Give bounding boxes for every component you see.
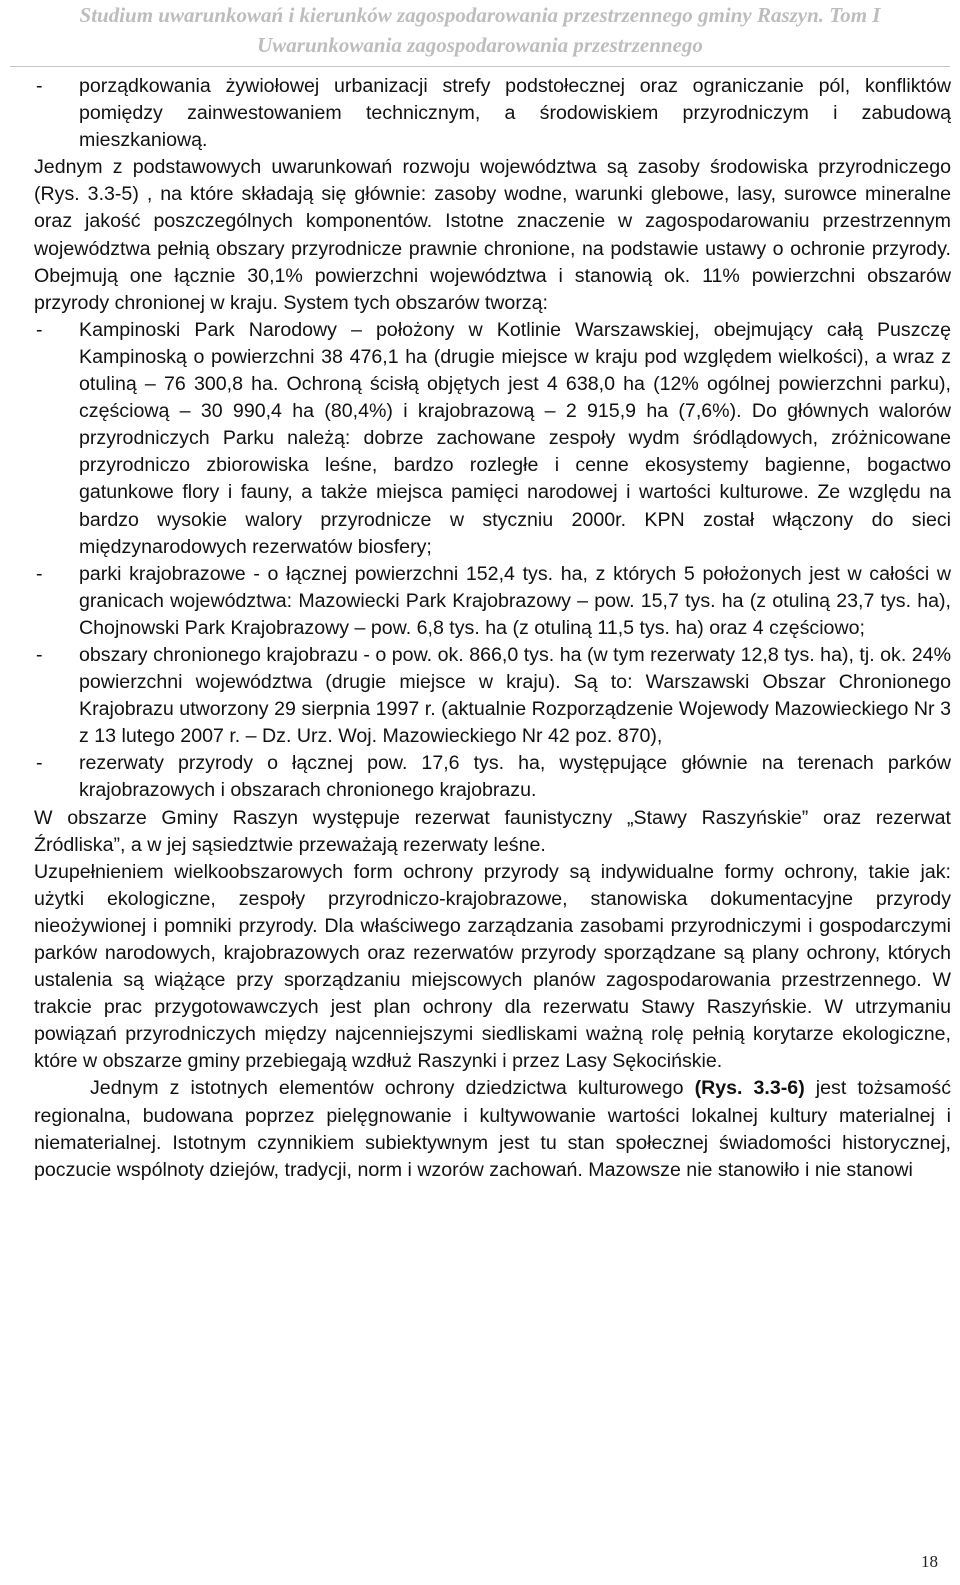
paragraph-text: jest tożsamość regionalna, budowana poprzez pielęgnowanie i kultywowanie wartości lokalnej kultury materialnej i niematerialnej. Istotnym czynnikiem subiektywnym jest tu stan społecznej świadomości historycznej, poczucie wspólnoty dziejów, tradycji, norm i wzorów zachowań. Mazowsze nie stanowiło i nie stanowi xyxy=(34,1077,951,1181)
document-body xyxy=(34,73,951,1184)
paragraph: Jednym z podstawowych uwarunkowań rozwoju województwa są zasoby środowiska przyrodniczego (Rys. 3.3-5) , na które składają się głównie: zasoby wodne, warunki glebowe, lasy, surowce mineralne oraz jakość poszczególnych komponentów. Istotne znaczenie w zagospodarowaniu przestrzennym województwa pełnią obszary przyrodnicze prawnie chronione, na podstawie ustawy o ochronie przyrody. Obejmują one łącznie 30,1% powierzchni województwa i stanowią ok. 11% powierzchni obszarów przyrody chronionej w kraju. System tych obszarów tworzą: xyxy=(34,156,951,314)
running-header xyxy=(0,0,960,60)
list-dash: - xyxy=(36,643,43,666)
paragraph: W obszarze Gminy Raszyn występuje rezerwat faunistyczny „Stawy Raszyńskie” oraz rezerwat Źródliska”, a w jej sąsiedztwie przeważają rezerwaty leśne. xyxy=(34,806,951,856)
paragraph xyxy=(34,1075,951,1183)
header-rule xyxy=(10,66,950,67)
figure-reference: (Rys. 3.3-6) xyxy=(694,1077,805,1100)
list-dash: - xyxy=(36,318,43,341)
page-number: 18 xyxy=(921,1552,938,1571)
list-dash: - xyxy=(36,75,43,97)
paragraph-text: Jednym z istotnych elementów ochrony dziedzictwa kulturowego xyxy=(90,1077,695,1100)
list-item xyxy=(34,642,951,750)
list-item-text: porządkowania żywiołowej urbanizacji strefy podstołecznej oraz ograniczanie pól, konfliktów pomiędzy zainwestowaniem technicznym, a środowiskiem przyrodniczym i zabudową mieszkaniową. xyxy=(79,75,951,152)
list-item-text: obszary chronionego krajobrazu - o pow. ok. 866,0 tys. ha (w tym rezerwaty 12,8 tys. ha), tj. ok. 24% powierzchni województwa (drugie miejsce w kraju). Są to: Warszawski Obszar Chronionego Krajobrazu utworzony 29 sierpnia 1997 r. (aktualnie Rozporządzenie Wojewody Mazowieckiego Nr 3 z 13 lutego 2007 r. – Dz. Urz. Woj. Mazowieckiego Nr 42 poz. 870), xyxy=(79,643,951,748)
list-item-text: rezerwaty przyrody o łącznej pow. 17,6 tys. ha, występujące głównie na terenach parków krajobrazowych i obszarach chronionego krajobrazu. xyxy=(79,752,951,802)
list-item-text: parki krajobrazowe - o łącznej powierzchni 152,4 tys. ha, z których 5 położonych jest w całości w granicach województwa: Mazowiecki Park Krajobrazowy – pow. 15,7 tys. ha (z otuliną 23,7 tys. ha), Chojnowski Park Krajobrazowy – pow. 6,8 tys. ha (z otuliną 11,5 tys. ha) oraz 4 częściowo; xyxy=(79,562,951,639)
list-item xyxy=(34,750,951,804)
list-dash: - xyxy=(36,562,43,585)
header-title: Studium uwarunkowań i kierunków zagospodarowania przestrzennego gminy Raszyn. Tom I xyxy=(79,3,881,27)
header-subtitle: Uwarunkowania zagospodarowania przestrzennego xyxy=(257,33,703,57)
list-item xyxy=(34,73,951,154)
paragraph: Uzupełnieniem wielkoobszarowych form ochrony przyrody są indywidualne formy ochrony, takie jak: użytki ekologiczne, zespoły przyrodniczo-krajobrazowe, stanowiska dokumentacyjne przyrody nieożywionej i pomniki przyrody. Dla właściwego zarządzania zasobami przyrodniczymi i gospodarczymi parków narodowych, krajobrazowych oraz rezerwatów przyrody sporządzane są plany ochrony, których ustalenia są wiążące przy sporządzaniu miejscowych planów zagospodarowania przestrzennego. W trakcie prac przygotowawczych jest plan ochrony dla rezerwatu Stawy Raszyńskie. W utrzymaniu powiązań przyrodniczych między najcenniejszymi siedliskami ważną rolę pełnią korytarze ekologiczne, które w obszarze gminy przebiegają wzdłuż Raszynki i przez Lasy Sękocińskie. xyxy=(34,860,951,1073)
list-item-text: Kampinoski Park Narodowy – położony w Kotlinie Warszawskiej, obejmujący całą Puszczę Kampinoską o powierzchni 38 476,1 ha (drugie miejsce w kraju pod względem wielkości), a wraz z otuliną – 76 300,8 ha. Ochroną ścisłą objętych jest 4 638,0 ha (12% ogólnej powierzchni parku), częściową – 30 990,4 ha (80,4%) i krajobrazową – 2 915,9 ha (7,6%). Do głównych walorów przyrodniczych Parku należą: dobrze zachowane zespoły wydm śródlądowych, zróżnicowane przyrodniczo zbiorowiska leśne, bardzo rozległe i cenne ekosystemy bagienne, bogactwo gatunkowe flory i fauny, a także miejsca pamięci narodowej i wartości kulturowe. Ze względu na bardzo wysokie walory przyrodnicze w styczniu 2000r. KPN został włączony do sieci międzynarodowych rezerwatów biosfery; xyxy=(79,318,951,558)
list-dash: - xyxy=(36,752,43,775)
list-item xyxy=(34,317,951,561)
list-item xyxy=(34,561,951,642)
